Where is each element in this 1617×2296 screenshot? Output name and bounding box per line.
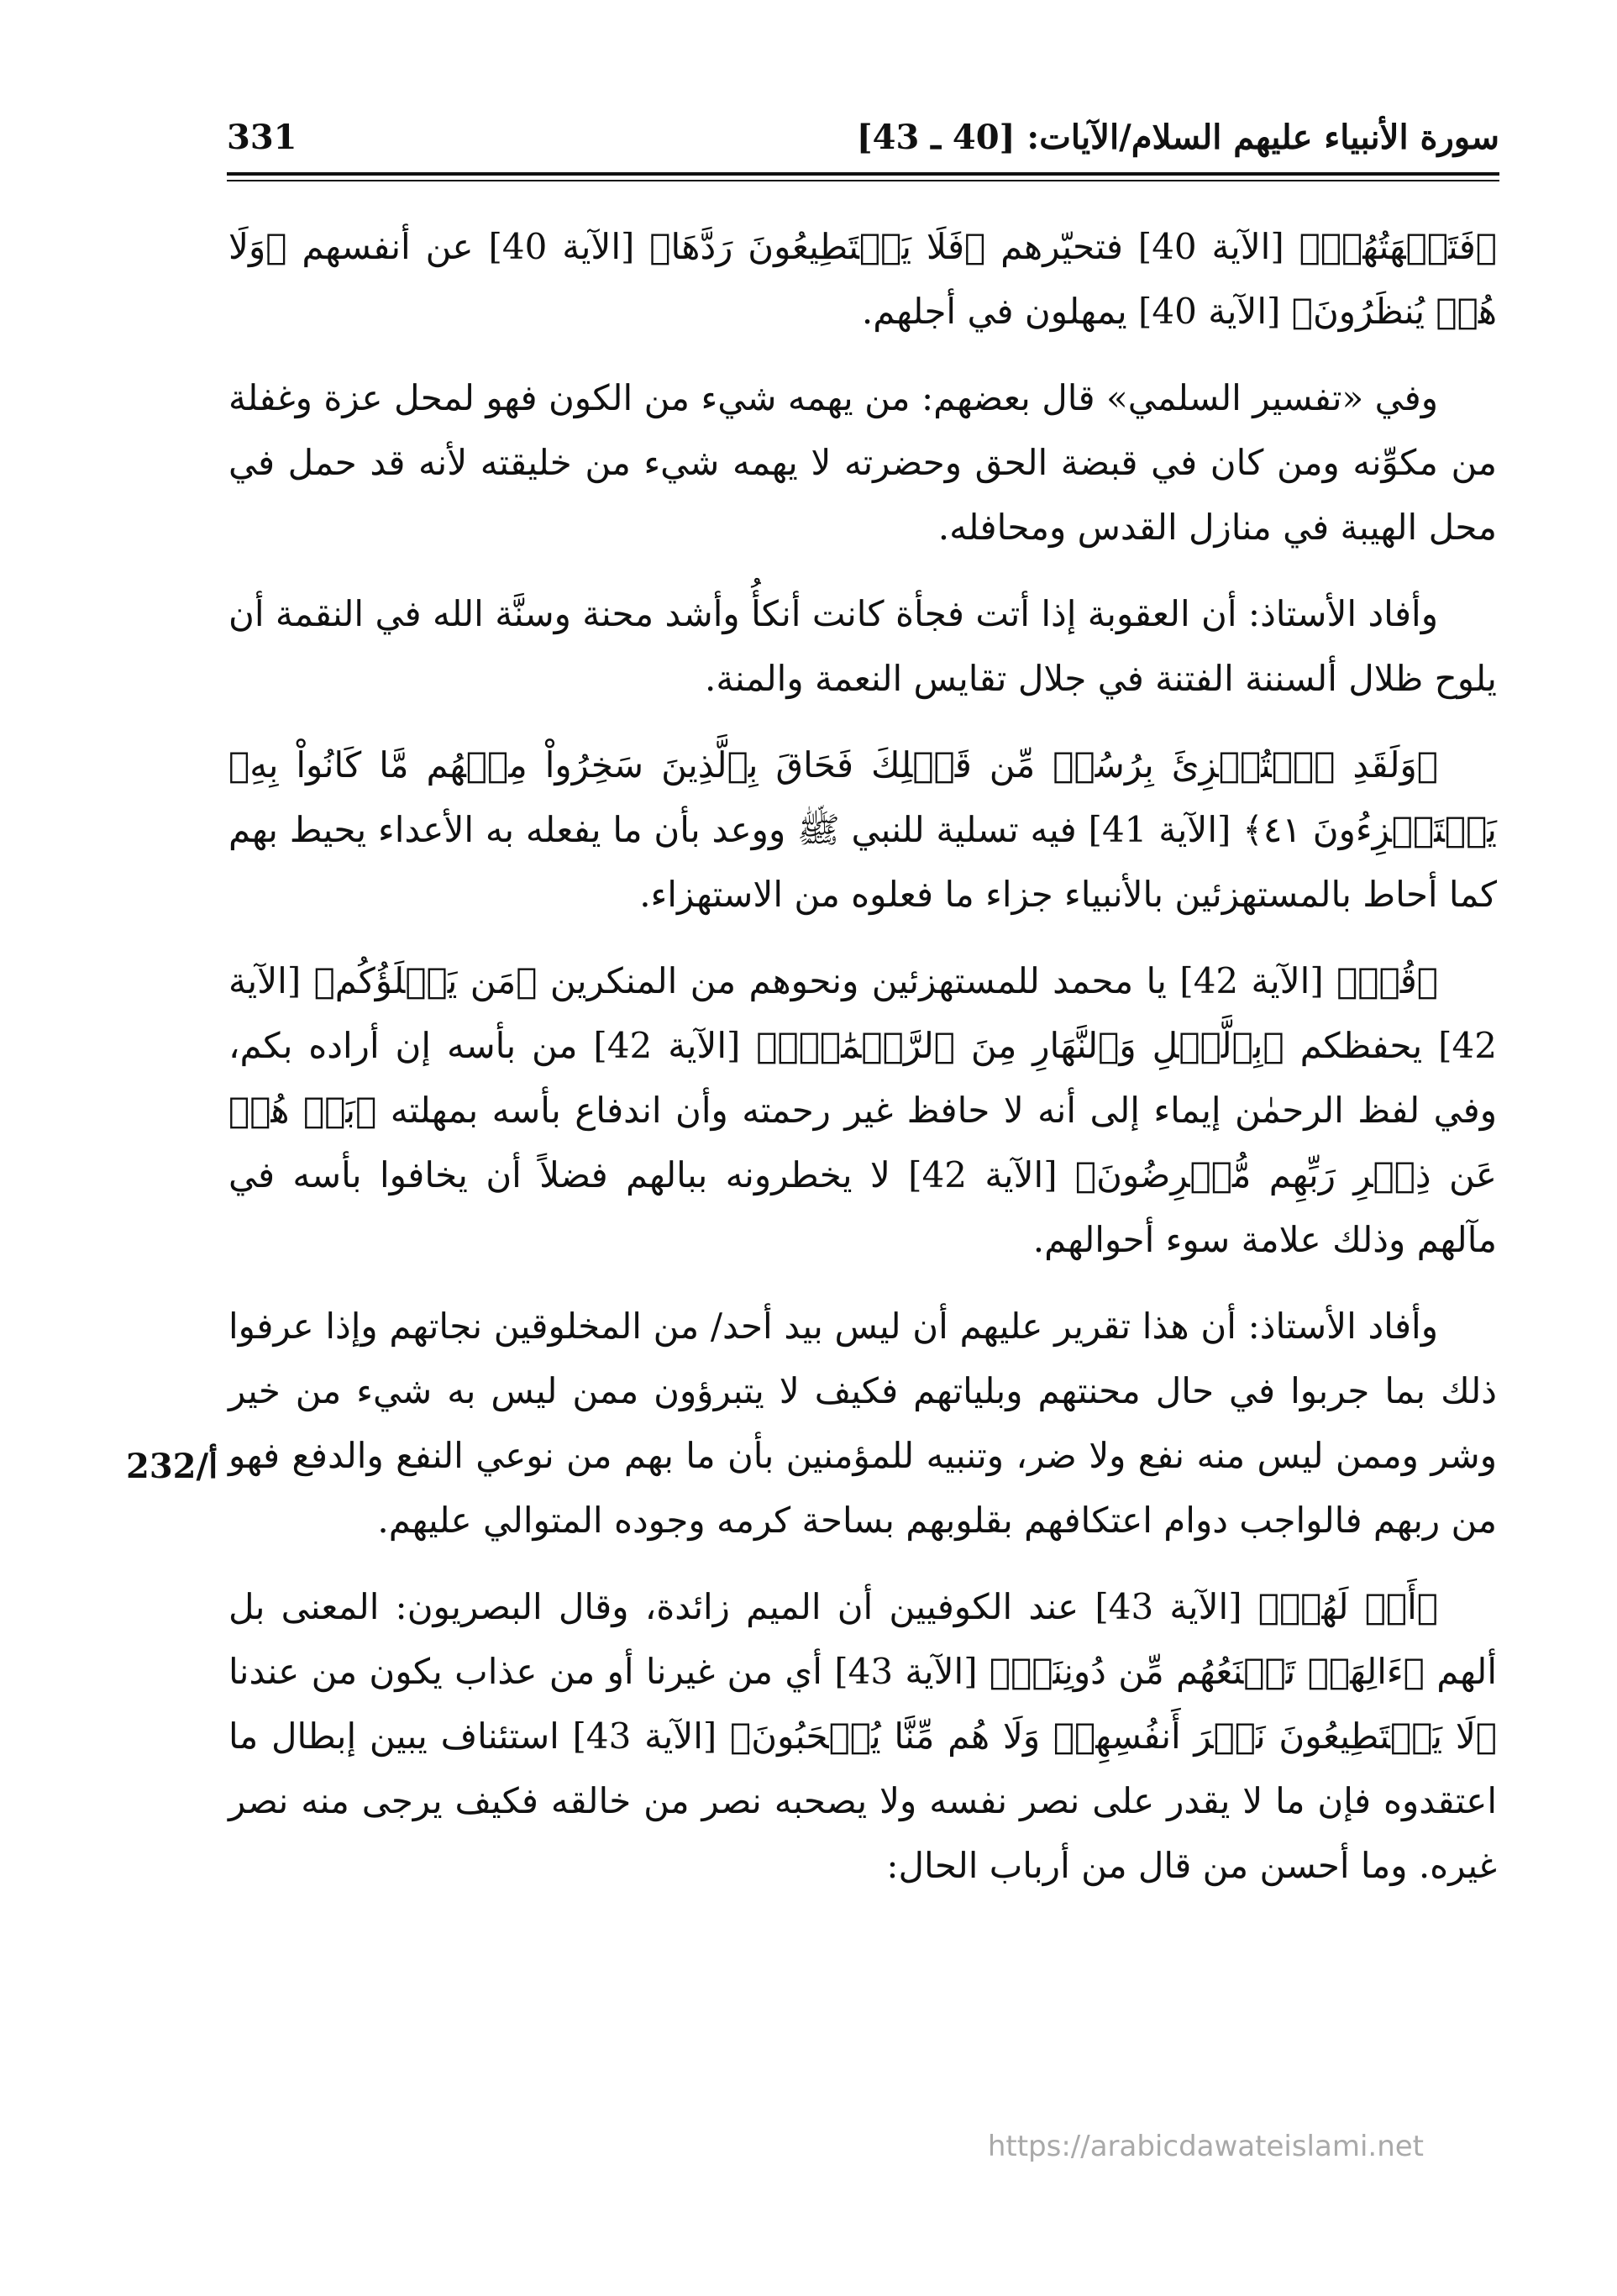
header-title: سورة الأنبياء عليهم السلام/الآيات: [40 ـ 43] bbox=[856, 118, 1499, 157]
watermark-url: https://arabicdawateislami.net bbox=[987, 2130, 1424, 2163]
paragraph-4: ﴿وَلَقَدِ ٱسۡتُهۡزِئَ بِرُسُلٖ مِّن قَبۡلِكَ فَحَاقَ بِٱلَّذِينَ سَخِرُواْ مِنۡهُم مَّا كَانُواْ بِهِۦ يَسۡتَهۡزِءُونَ ٤١﴾ [الآية 41] فيه تسلية للنبي ﷺ ووعد بأن ما يفعله به الأعداء يحيط بهم كما أحاط بالمستهزئين بالأنبياء جزاء ما فعلوه من الاستهزاء. bbox=[228, 744, 1497, 915]
running-header bbox=[227, 118, 1499, 176]
paragraph-6: وأفاد الأستاذ: أن هذا تقرير عليهم أن ليس بيد أحد/ من المخلوقين نجاتهم وإذا عرفوا ذلك بما جربوا في حال محنتهم وبلياتهم فكيف لا يتبرؤون ممن ليس به شيء من خير وشر وممن ليس منه نفع ولا ضر، وتنبيه للمؤمنين بأن ما بهم من نوعي النفع والدفع فهو من ربهم فالواجب دوام اعتكافهم بقلوبهم بساحة كرمه وجوده المتوالي عليهم. bbox=[228, 1306, 1497, 1541]
main-text bbox=[228, 214, 1497, 1920]
header-rule-thick bbox=[227, 172, 1499, 176]
paragraph-5: ﴿قُلۡ﴾ [الآية 42] يا محمد للمستهزئين ونحوهم من المنكرين ﴿مَن يَكۡلَؤُكُم﴾ [الآية 42] يحفظكم ﴿بِٱلَّيۡلِ وَٱلنَّهَارِ مِنَ ٱلرَّحۡمَٰنِۚ﴾ [الآية 42] من بأسه إن أراده بكم، وفي لفظ الرحمٰن إيماء إلى أنه لا حافظ غير رحمته وأن اندفاع بأسه بمهلته ﴿بَلۡ هُمۡ عَن ذِكۡرِ رَبِّهِم مُّعۡرِضُونَ﴾ [الآية 42] لا يخطرونه ببالهم فضلاً أن يخافوا بأسه في مآلهم وذلك علامة سوء أحوالهم. bbox=[228, 960, 1497, 1260]
manuscript-folio-marker: 232/أ bbox=[126, 1447, 218, 1486]
header-rule-thin bbox=[227, 180, 1499, 181]
paragraph-3: وأفاد الأستاذ: أن العقوبة إذا أتت فجأة كانت أنكأُ وأشد محنة وسنَّة الله في النقمة أن يلوح ظلال ألسننة الفتنة في جلال تقايس النعمة والمنة. bbox=[228, 593, 1497, 699]
paragraph-7: ﴿أَمۡ لَهُمۡ﴾ [الآية 43] عند الكوفيين أن الميم زائدة، وقال البصريون: المعنى بل ألهم ﴿ءَالِهَةٞ تَمۡنَعُهُم مِّن دُونِنَاۚ﴾ [الآية 43] أي من غيرنا أو من عذاب يكون من عندنا ﴿لَا يَسۡتَطِيعُونَ نَصۡرَ أَنفُسِهِمۡ وَلَا هُم مِّنَّا يُصۡحَبُونَ﴾ [الآية 43] استئناف يبين إبطال ما اعتقدوه فإن ما لا يقدر على نصر نفسه ولا يصحبه نصر من خالقه فكيف يرجى منه نصر غيره. وما أحسن من قال من أرباب الحال: bbox=[228, 1586, 1497, 1886]
paragraph-1: ﴿فَتَبۡهَتُهُمۡ﴾ [الآية 40] فتحيّرهم ﴿فَلَا يَسۡتَطِيعُونَ رَدَّهَا﴾ [الآية 40] عن أنفسهم ﴿وَلَا هُمۡ يُنظَرُونَ﴾ [الآية 40] يمهلون في أجلهم. bbox=[228, 226, 1497, 332]
paragraph-2: وفي «تفسير السلمي» قال بعضهم: من يهمه شيء من الكون فهو لمحل عزة وغفلة من مكوِّنه ومن كان في قبضة الحق وحضرته لا يهمه شيء من خليقته لأنه قد حمل في محل الهيبة في منازل القدس ومحافله. bbox=[228, 377, 1497, 548]
page-number: 331 bbox=[227, 118, 297, 157]
